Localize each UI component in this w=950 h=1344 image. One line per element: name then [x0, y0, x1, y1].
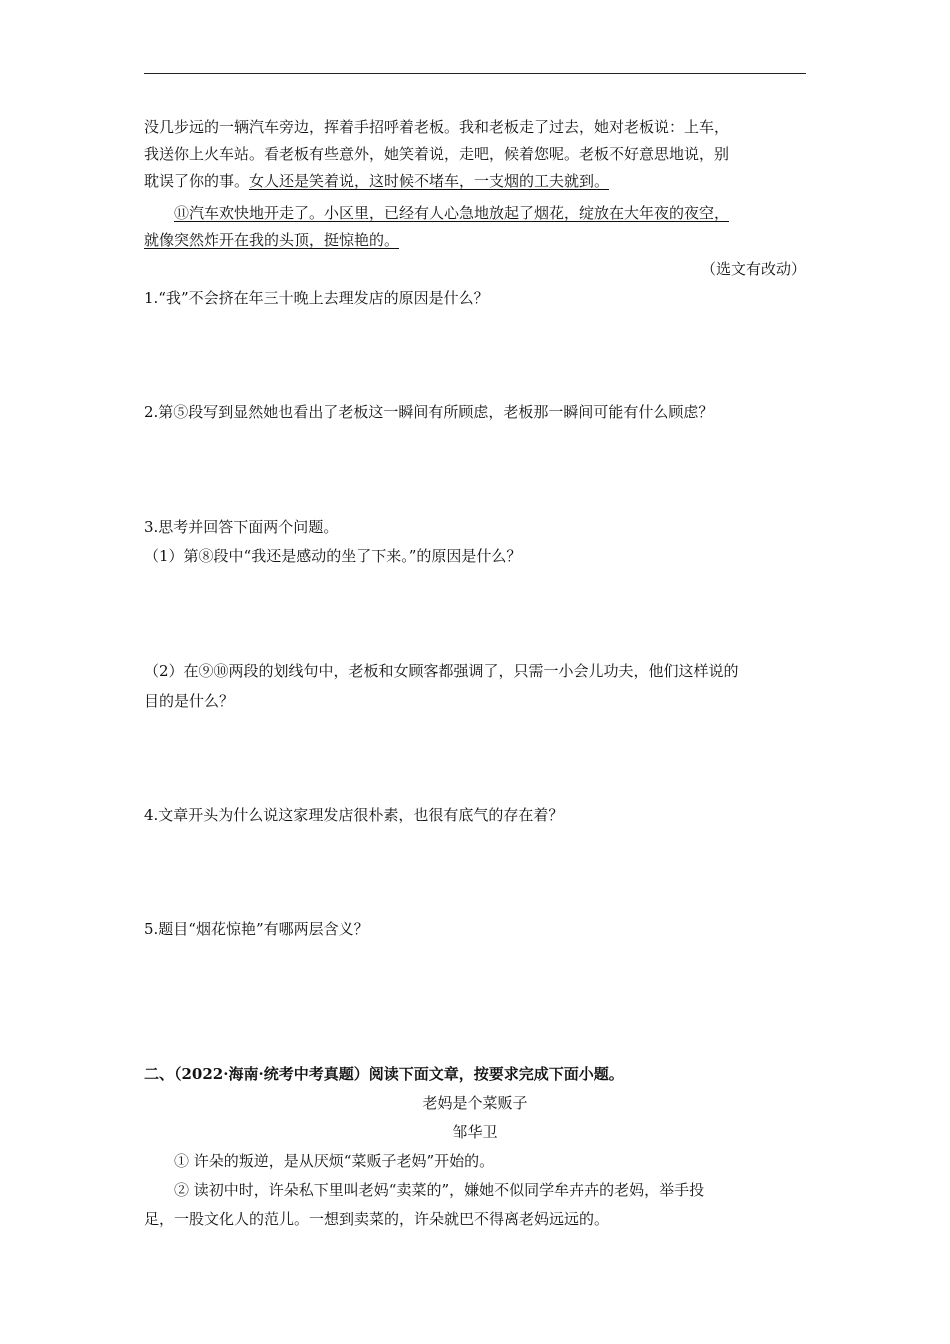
article-title: 老妈是个菜贩子 — [422, 1094, 528, 1112]
underlined-sentence: 女人还是笑着说，这时候不堵车，一支烟的工夫就到。 — [249, 172, 610, 190]
question-3-1: （1）第⑧段中“我还是感动的坐了下来。”的原因是什么？ — [144, 547, 522, 565]
question-3-2: （2）在⑨⑩两段的划线句中，老板和女顾客都强调了，只需一小会儿功夫，他们这样说的 — [144, 662, 739, 680]
question-2: 2.第⑤段写到显然她也看出了老板这一瞬间有所顾虑，老板那一瞬间可能有什么顾虑？ — [144, 403, 714, 421]
article-paragraph-cont: 足，一股文化人的范儿。一想到卖菜的，许朵就巴不得离老妈远远的。 — [144, 1210, 610, 1228]
passage-line — [144, 200, 806, 227]
passage-line: 我送你上火车站。看老板有些意外，她笑着说，走吧，候着您呢。老板不好意思地说，别 — [144, 145, 730, 163]
question-1: 1.“我”不会挤在年三十晚上去理发店的原因是什么？ — [144, 289, 489, 307]
header-rule — [144, 73, 806, 74]
question-3-2-cont: 目的是什么？ — [144, 692, 235, 710]
question-4: 4.文章开头为什么说这家理发店很朴素，也很有底气的存在着？ — [144, 806, 564, 824]
section-heading: 二、（2022·海南·统考中考真题）阅读下面文章，按要求完成下面小题。 — [144, 1065, 624, 1083]
article-paragraph: ① 许朵的叛逆，是从厌烦“菜贩子老妈”开始的。 — [174, 1152, 495, 1170]
question-5: 5.题目“烟花惊艳”有哪两层含义？ — [144, 920, 369, 938]
underlined-sentence: ⑪汽车欢快地开走了。小区里，已经有人心急地放起了烟花，绽放在大年夜的夜空， — [174, 204, 730, 222]
passage-line: 没几步远的一辆汽车旁边，挥着手招呼着老板。我和老板走了过去，她对老板说：上车， — [144, 118, 730, 136]
passage-text: 耽误了你的事。 — [144, 172, 250, 190]
passage-line — [144, 168, 806, 195]
underlined-sentence: 就像突然炸开在我的头顶，挺惊艳的。 — [144, 231, 400, 249]
passage-line — [144, 227, 806, 254]
article-paragraph: ② 读初中时，许朵私下里叫老妈“卖菜的”，嫌她不似同学牟卉卉的老妈，举手投 — [174, 1181, 705, 1199]
question-3: 3.思考并回答下面两个问题。 — [144, 518, 339, 536]
article-author: 邹华卫 — [452, 1123, 498, 1141]
source-note: （选文有改动） — [700, 260, 806, 278]
